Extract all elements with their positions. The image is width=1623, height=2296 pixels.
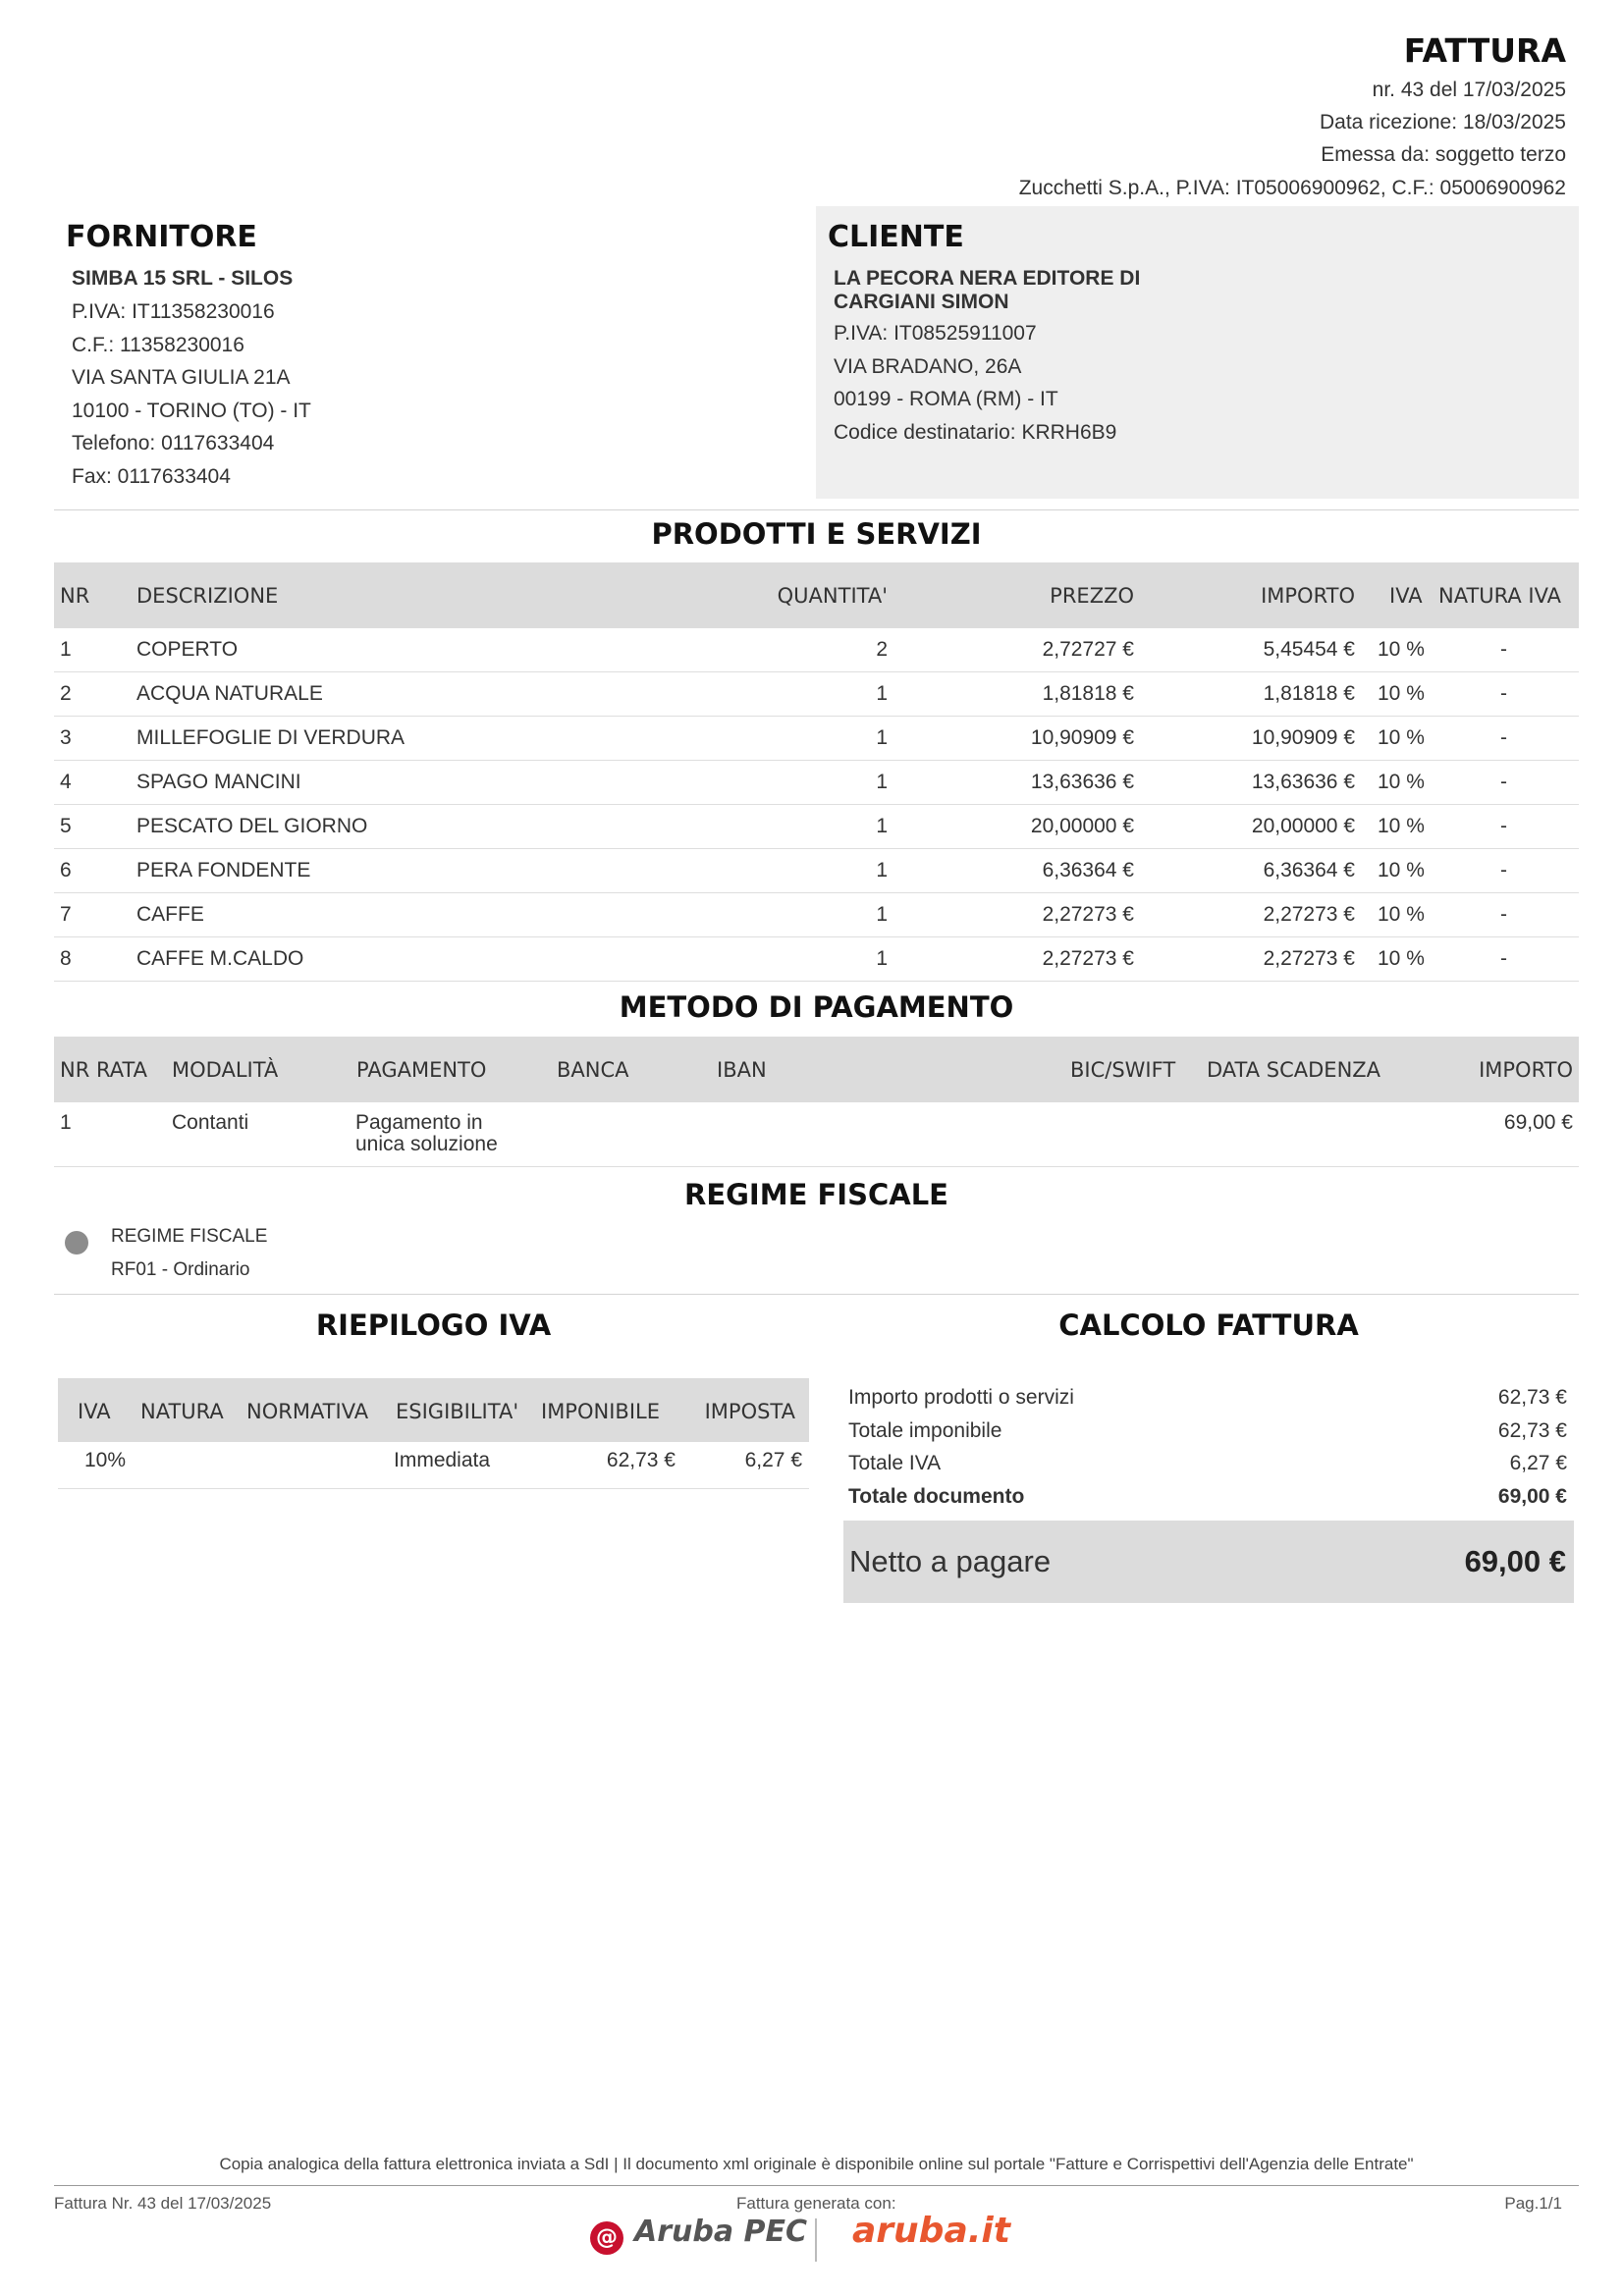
row-quantity: 1	[876, 682, 888, 705]
aruba-pec-logo: Aruba PEC	[634, 2215, 808, 2249]
row-quantity: 1	[876, 947, 888, 970]
row-price: 1,81818 €	[1042, 682, 1134, 705]
products-table-header	[54, 562, 1579, 628]
divider	[54, 1294, 1579, 1295]
row-vat: 10 %	[1378, 903, 1425, 926]
row-nr: 8	[60, 947, 72, 970]
row-amount: 2,27273 €	[1263, 903, 1355, 926]
client-recipient-code: Codice destinatario: KRRH6B9	[834, 421, 1117, 444]
client-vat: P.IVA: IT08525911007	[834, 322, 1037, 345]
col-summary-chargeability: ESIGIBILITA'	[396, 1400, 519, 1423]
row-amount: 2,27273 €	[1263, 947, 1355, 970]
payment-amount: 69,00 €	[1503, 1111, 1573, 1134]
row-vat-nature: -	[1500, 815, 1507, 837]
payment-table-header	[54, 1037, 1579, 1102]
row-amount: 6,36364 €	[1263, 859, 1355, 881]
logo-separator	[815, 2218, 817, 2262]
divider	[54, 509, 1579, 510]
bullet-icon	[65, 1231, 88, 1255]
supplier-city: 10100 - TORINO (TO) - IT	[72, 400, 311, 422]
supplier-tax-code: C.F.: 11358230016	[72, 334, 244, 356]
col-summary-law: NORMATIVA	[246, 1400, 369, 1423]
net-to-pay-box	[843, 1521, 1574, 1603]
calc-label: Totale IVA	[848, 1452, 942, 1474]
col-payment: PAGAMENTO	[356, 1058, 487, 1082]
client-title: CLIENTE	[828, 220, 964, 254]
vat-summary-title: RIEPILOGO IVA	[315, 1308, 552, 1342]
installment-number: 1	[60, 1111, 72, 1134]
regime-value: RF01 - Ordinario	[111, 1259, 250, 1280]
table-row	[54, 893, 1579, 937]
table-row	[54, 761, 1579, 805]
row-description: ACQUA NATURALE	[136, 682, 323, 705]
footer-divider	[54, 2185, 1579, 2186]
row-description: COPERTO	[136, 638, 239, 661]
client-city: 00199 - ROMA (RM) - IT	[834, 388, 1058, 410]
col-iban: IBAN	[717, 1058, 767, 1082]
client-box	[816, 206, 1579, 499]
supplier-phone: Telefono: 0117633404	[72, 432, 275, 454]
row-price: 6,36364 €	[1042, 859, 1134, 881]
net-to-pay-value: 69,00 €	[1464, 1544, 1566, 1578]
row-vat: 10 %	[1378, 726, 1425, 749]
row-price: 13,63636 €	[1030, 771, 1134, 793]
supplier-name: SIMBA 15 SRL - SILOS	[72, 267, 294, 290]
table-row	[54, 628, 1579, 672]
col-amount: IMPORTO	[1261, 584, 1355, 608]
calc-value: 62,73 €	[1497, 1386, 1567, 1409]
payment-type-line2: unica soluzione	[355, 1133, 498, 1155]
col-installment: NR RATA	[60, 1058, 148, 1082]
row-quantity: 1	[876, 903, 888, 926]
row-description: MILLEFOGLIE DI VERDURA	[136, 726, 406, 749]
row-quantity: 1	[876, 726, 888, 749]
calc-label: Totale documento	[848, 1485, 1025, 1508]
payment-section-title: METODO DI PAGAMENTO	[619, 990, 1014, 1024]
col-bic: BIC/SWIFT	[1070, 1058, 1176, 1082]
calc-label: Totale imponibile	[848, 1419, 1002, 1442]
calc-value: 6,27 €	[1509, 1452, 1567, 1474]
row-description: CAFFE M.CALDO	[136, 947, 304, 970]
client-name-line2: CARGIANI SIMON	[834, 291, 1009, 313]
row-price: 2,27273 €	[1042, 947, 1134, 970]
row-vat: 10 %	[1378, 859, 1425, 881]
col-summary-nature: NATURA	[140, 1400, 224, 1423]
row-quantity: 1	[876, 771, 888, 793]
calc-products-line	[848, 1386, 1567, 1410]
supplier-address: VIA SANTA GIULIA 21A	[72, 366, 291, 389]
row-vat: 10 %	[1378, 947, 1425, 970]
col-summary-taxable: IMPONIBILE	[541, 1400, 660, 1423]
calc-label: Importo prodotti o servizi	[848, 1386, 1074, 1409]
row-nr: 7	[60, 903, 72, 926]
payment-mode: Contanti	[172, 1111, 249, 1134]
row-price: 10,90909 €	[1030, 726, 1134, 749]
client-address: VIA BRADANO, 26A	[834, 355, 1022, 378]
aruba-it-logo: aruba.it	[852, 2211, 1010, 2251]
row-quantity: 2	[876, 638, 888, 661]
row-vat-nature: -	[1500, 947, 1507, 970]
row-description: CAFFE	[136, 903, 204, 926]
row-nr: 2	[60, 682, 72, 705]
row-nr: 4	[60, 771, 72, 793]
col-vat-nature: NATURA IVA	[1438, 584, 1562, 608]
payment-type-line1: Pagamento in	[355, 1111, 483, 1134]
calc-total-line	[848, 1485, 1567, 1509]
col-vat: IVA	[1389, 584, 1423, 608]
invoice-title: FATTURA	[1403, 31, 1566, 70]
row-nr: 5	[60, 815, 72, 837]
issued-by: Emessa da: soggetto terzo	[1321, 143, 1566, 166]
row-vat-nature: -	[1500, 726, 1507, 749]
summary-taxable: 62,73 €	[606, 1449, 676, 1471]
calc-value: 69,00 €	[1497, 1485, 1567, 1508]
calculation-title: CALCOLO FATTURA	[1058, 1308, 1359, 1342]
invoice-number: nr. 43 del 17/03/2025	[1372, 79, 1566, 101]
regime-label: REGIME FISCALE	[111, 1226, 268, 1247]
received-date: Data ricezione: 18/03/2025	[1319, 111, 1566, 133]
col-payment-amount: IMPORTO	[1479, 1058, 1573, 1082]
row-vat: 10 %	[1378, 815, 1425, 837]
row-vat-nature: -	[1500, 859, 1507, 881]
net-to-pay-label: Netto a pagare	[849, 1544, 1052, 1578]
supplier-box	[54, 206, 800, 501]
col-quantity: QUANTITA'	[777, 584, 888, 608]
col-summary-tax: IMPOSTA	[704, 1400, 795, 1423]
calc-taxable-line	[848, 1419, 1567, 1443]
col-summary-vat: IVA	[78, 1400, 111, 1423]
row-vat-nature: -	[1500, 771, 1507, 793]
products-section-title: PRODOTTI E SERVIZI	[651, 517, 982, 551]
row-amount: 13,63636 €	[1251, 771, 1355, 793]
summary-chargeability: Immediata	[394, 1449, 491, 1471]
col-due-date: DATA SCADENZA	[1207, 1058, 1381, 1082]
row-description: SPAGO MANCINI	[136, 771, 301, 793]
row-quantity: 1	[876, 815, 888, 837]
row-quantity: 1	[876, 859, 888, 881]
calc-vat-line	[848, 1452, 1567, 1475]
row-price: 2,27273 €	[1042, 903, 1134, 926]
table-row	[54, 717, 1579, 761]
supplier-title: FORNITORE	[66, 220, 257, 254]
row-description: PESCATO DEL GIORNO	[136, 815, 368, 837]
footer-generated-with: Fattura generata con:	[736, 2194, 896, 2213]
row-vat: 10 %	[1378, 682, 1425, 705]
regime-section-title: REGIME FISCALE	[683, 1178, 948, 1211]
row-vat-nature: -	[1500, 903, 1507, 926]
row-vat: 10 %	[1378, 771, 1425, 793]
row-description: PERA FONDENTE	[136, 859, 311, 881]
table-row	[54, 937, 1579, 982]
payment-row	[54, 1102, 1579, 1167]
vat-summary-header	[58, 1378, 809, 1442]
aruba-pec-icon: @	[590, 2221, 623, 2255]
row-amount: 20,00000 €	[1251, 815, 1355, 837]
row-vat-nature: -	[1500, 638, 1507, 661]
col-bank: BANCA	[557, 1058, 629, 1082]
row-price: 2,72727 €	[1042, 638, 1134, 661]
client-name-line1: LA PECORA NERA EDITORE DI	[834, 267, 1141, 290]
row-amount: 1,81818 €	[1263, 682, 1355, 705]
col-nr: NR	[60, 584, 90, 608]
row-nr: 1	[60, 638, 72, 661]
row-nr: 6	[60, 859, 72, 881]
col-price: PREZZO	[1050, 584, 1134, 608]
col-mode: MODALITÀ	[172, 1058, 279, 1082]
col-description: DESCRIZIONE	[136, 584, 279, 608]
table-row	[54, 805, 1579, 849]
calc-value: 62,73 €	[1497, 1419, 1567, 1442]
supplier-fax: Fax: 0117633404	[72, 465, 231, 488]
row-nr: 3	[60, 726, 72, 749]
row-vat: 10 %	[1378, 638, 1425, 661]
row-price: 20,00000 €	[1030, 815, 1134, 837]
supplier-vat: P.IVA: IT11358230016	[72, 300, 275, 323]
footer-invoice-ref: Fattura Nr. 43 del 17/03/2025	[54, 2194, 272, 2213]
summary-tax: 6,27 €	[744, 1449, 802, 1471]
row-amount: 10,90909 €	[1251, 726, 1355, 749]
footer-page: Pag.1/1	[1504, 2194, 1562, 2213]
vat-summary-row	[58, 1442, 809, 1489]
summary-vat-rate: 10%	[84, 1449, 127, 1471]
row-vat-nature: -	[1500, 682, 1507, 705]
footer-note: Copia analogica della fattura elettronica inviata a SdI | Il documento xml originale è disponibile online sul portale "Fatture e Corrispettivi dell'Agenzia delle Entrate"	[219, 2155, 1414, 2173]
table-row	[54, 672, 1579, 717]
third-party-info: Zucchetti S.p.A., P.IVA: IT05006900962, C.F.: 05006900962	[1018, 177, 1566, 199]
row-amount: 5,45454 €	[1263, 638, 1355, 661]
table-row	[54, 849, 1579, 893]
